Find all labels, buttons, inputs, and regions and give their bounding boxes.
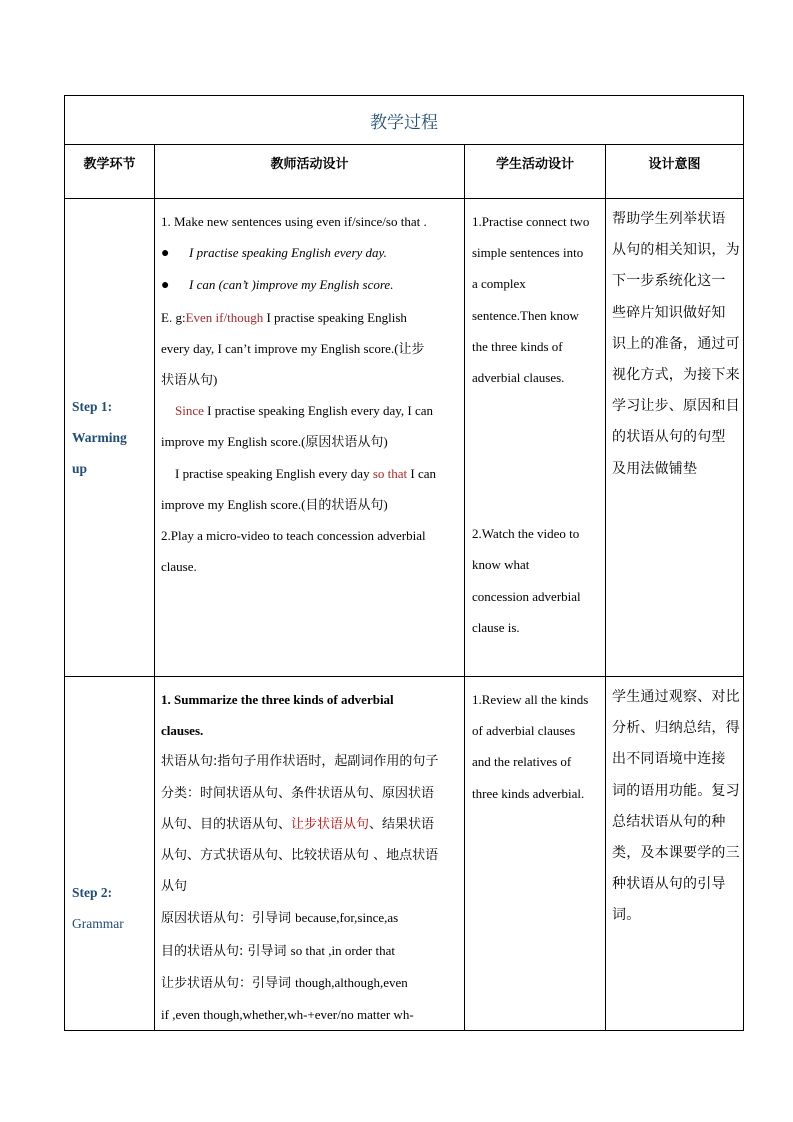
header-design-intent: 设计意图: [606, 145, 744, 199]
bullet-item: ● I practise speaking English every day.: [161, 237, 458, 269]
header-row: [65, 145, 744, 199]
bullet-item: ● I can (can’t )improve my English score.: [161, 269, 458, 301]
title-row: [65, 96, 744, 145]
bullet-icon: ●: [161, 278, 170, 294]
bullet-icon: ●: [161, 246, 170, 262]
step1-teacher-activity: 1. Make new sentences using even if/since/so that . ● I practise speaking English every day. ● I can (can’t )improve my English score. E. g:Even if/though I practise speaking English every day, I can’t improve my English score.(让步 状语从句) Since I practise speaking English every day, I can improve my English score.(原因状语从句) I practise speaking English every day so that I can improve my English score.(目的状语从句) 2.Play a micro-video to teach concession adverbial clause.: [155, 199, 465, 677]
step2-teacher-activity: 1. Summarize the three kinds of adverbial clauses. 状语从句:指句子用作状语时，起副词作用的句子 分类：时间状语从句、条件状语从句、原因状语 从句、目的状语从句、让步状语从句、结果状语 从句、方式状语从句、比较状语从句 、地点状语 从句 原因状语从句：引导词 because,for,since,as 目的状语从句: 引导词 so that ,in order that 让步状语从句：引导词 though,although,even if ,even though,whether,wh-+ever/no matter wh-: [155, 677, 465, 1031]
lesson-process-table: [64, 95, 744, 1031]
header-student-activity: 学生活动设计: [465, 145, 606, 199]
step1-label: Step 1: Warming up: [65, 199, 155, 677]
step2-label: Step 2: Grammar: [65, 677, 155, 1031]
step2-student-activity: 1.Review all the kinds of adverbial clauses and the relatives of three kinds adverbial.: [465, 677, 606, 1031]
table-title: 教学过程: [65, 96, 744, 145]
step2-design-intent: 学生通过观察、对比 分析、归纳总结，得 出不同语境中连接 词的语用功能。复习 总结状语从句的种 类，及本课要学的三 种状语从句的引导 词。: [606, 677, 744, 1031]
header-stage: 教学环节: [65, 145, 155, 199]
step2-row: [65, 677, 744, 1031]
step1-row: [65, 199, 744, 677]
step1-design-intent: 帮助学生列举状语 从句的相关知识，为 下一步系统化这一 些碎片知识做好知 识上的准备，通过可 视化方式，为接下来 学习让步、原因和目 的状语从句的句型 及用法做铺垫: [606, 199, 744, 677]
header-teacher-activity: 教师活动设计: [155, 145, 465, 199]
step1-student-activity: 1.Practise connect two simple sentences into a complex sentence.Then know the three kinds of adverbial clauses. 2.Watch the video to know what concession adverbial clause is.: [465, 199, 606, 677]
